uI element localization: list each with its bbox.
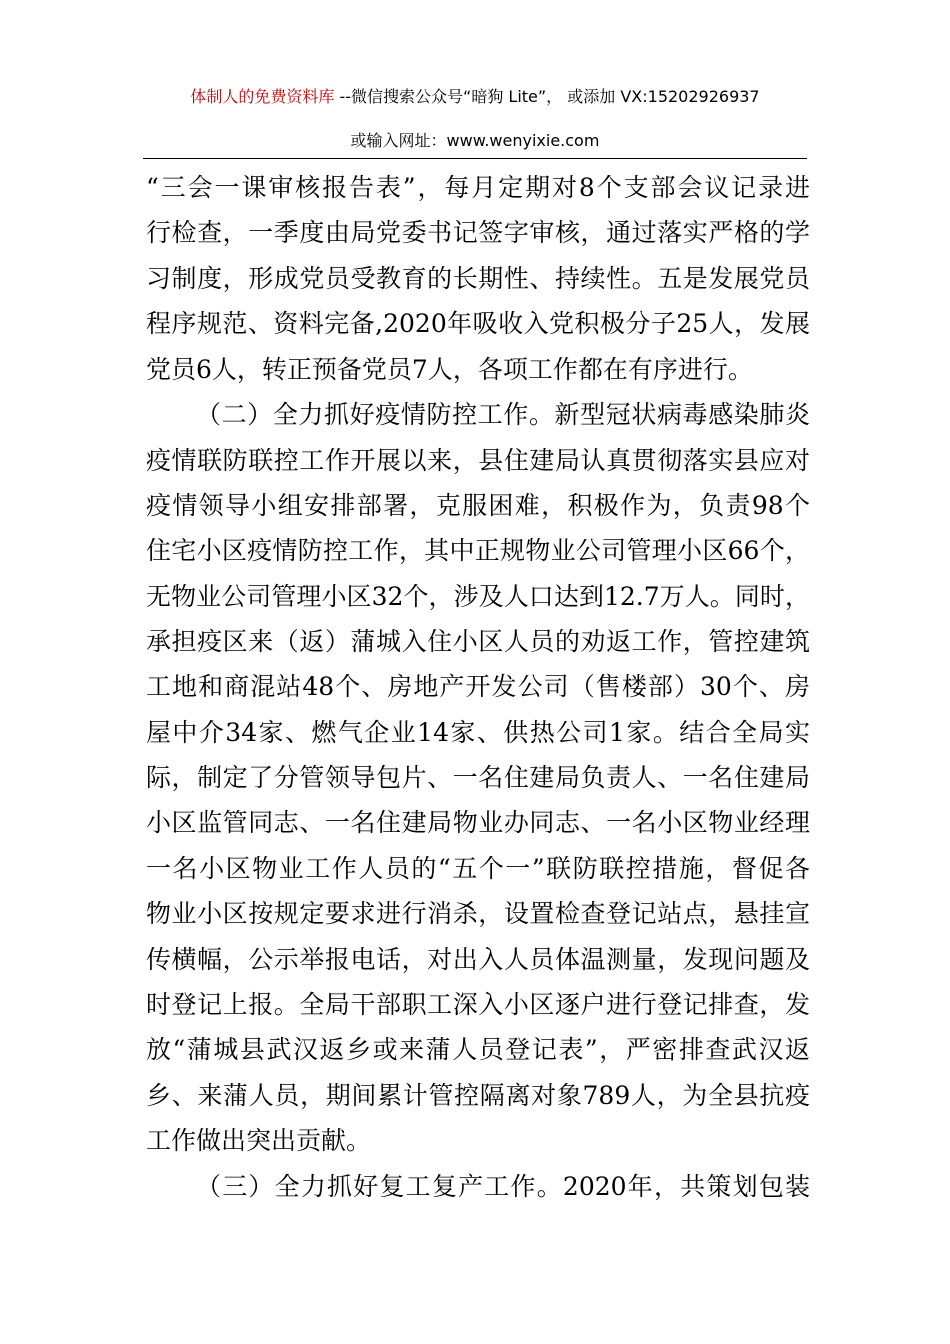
body-line: 党员6人，转正预备党员7人，各项工作都在有序进行。 [146,355,753,384]
header-url-line: 或输入网址：www.wenyixie.com [350,131,600,150]
header-info: --微信搜索公众号“暗狗 Lite”， 或添加 VX:15202926937 [334,87,760,106]
body-line: 行检查，一季度由局党委书记签字审核，通过落实严格的学 [146,218,810,247]
section-heading-line: （三）全力抓好复工复产工作。2020年，共策划包装 [196,1172,810,1201]
body-line: 乡、来蒲人员，期间累计管控隔离对象789人，为全县抗疫 [146,1081,810,1110]
body-line: 一名小区物业工作人员的“五个一”联防联控措施，督促各 [146,854,810,883]
body-line: 传横幅，公示举报电话，对出入人员体温测量，发现问题及 [146,945,810,974]
page-header [0,84,950,110]
body-line: 工作做出突出贡献。 [146,1126,372,1155]
body-line: 际，制定了分管领导包片、一名住建局负责人、一名住建局 [146,763,810,792]
body-line: 工地和商混站48个、房地产开发公司（售楼部）30个、房 [146,672,810,701]
body-line: 疫情联防联控工作开展以来，县住建局认真贯彻落实县应对 [146,446,810,475]
header-divider [143,158,807,159]
body-line: 承担疫区来（返）蒲城入住小区人员的劝返工作，管控建筑 [146,627,810,656]
body-line: 疫情领导小组安排部署，克服困难，积极作为，负责98个 [146,491,810,520]
body-line: 物业小区按规定要求进行消杀，设置检查登记站点，悬挂宣 [146,899,810,928]
body-line: 小区监管同志、一名住建局物业办同志、一名小区物业经理 [146,808,810,837]
body-line: 屋中介34家、燃气企业14家、供热公司1家。结合全局实 [146,718,810,747]
body-line: 住宅小区疫情防控工作，其中正规物业公司管理小区66个， [146,536,810,565]
body-line: 无物业公司管理小区32个，涉及人口达到12.7万人。同时， [146,582,810,611]
body-line: 程序规范、资料完备,2020年吸收入党积极分子25人，发展 [146,309,810,338]
body-line: 习制度，形成党员受教育的长期性、持续性。五是发展党员 [146,264,810,293]
body-line: 时登记上报。全局干部职工深入小区逐户进行登记排查，发 [146,990,810,1019]
body-line: “三会一课审核报告表”，每月定期对8个支部会议记录进 [146,173,810,202]
section-heading-line: （二）全力抓好疫情防控工作。新型冠状病毒感染肺炎 [196,400,810,429]
body-line: 放“蒲城县武汉返乡或来蒲人员登记表”，严密排查武汉返 [146,1035,810,1064]
header-brand: 体制人的免费资料库 [190,87,335,106]
